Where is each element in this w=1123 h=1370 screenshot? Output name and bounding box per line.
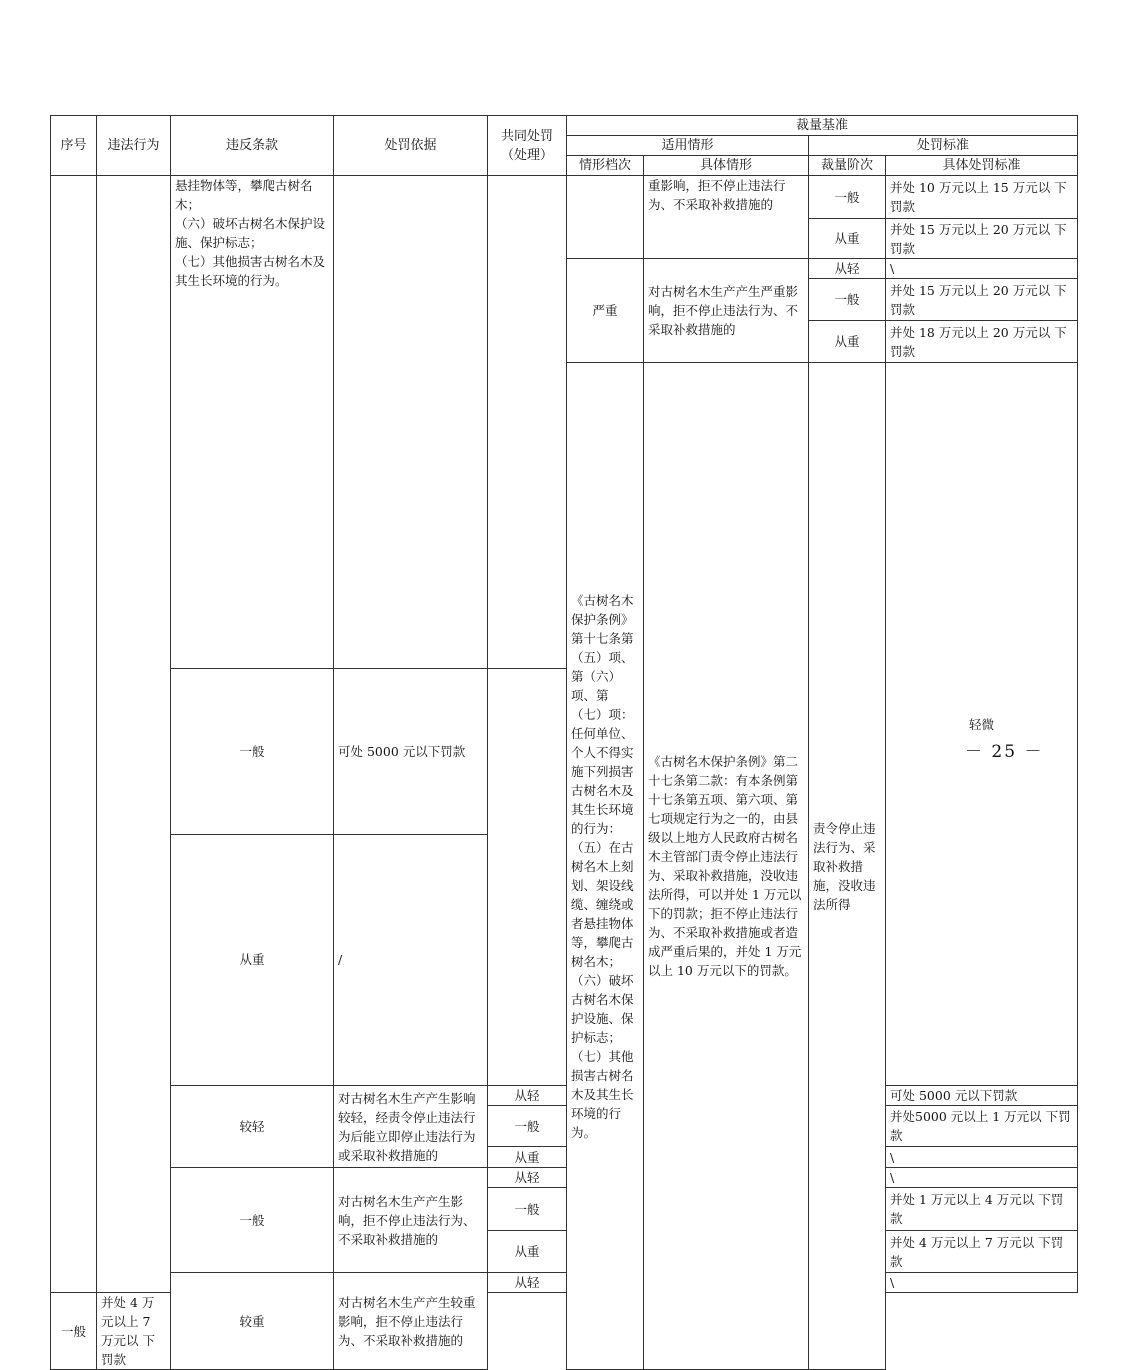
clause-cell: 悬挂物体等，攀爬古树名木； （六）破坏古树名木保护设施、保护标志； （七）其他损害古树名木及其生长环境的行为。: [171, 176, 334, 669]
penalty-cell: 可处 5000 元以下罚款: [886, 1086, 1078, 1106]
tier-cell: 一般: [171, 669, 334, 834]
tier-cell: 从重: [488, 1147, 567, 1168]
tier-cell: 从轻: [488, 1273, 567, 1293]
header-seq: 序号: [51, 116, 97, 176]
penalty-cell: 可处 5000 元以下罚款: [334, 669, 488, 834]
common-cell: [488, 176, 567, 669]
penalty-cell: 并处 18 万元以上 20 万元以 下罚款: [886, 321, 1078, 363]
basis-cell: [334, 176, 488, 669]
header-situation: 具体情形: [644, 156, 809, 176]
page-number: － 25 －: [965, 742, 1044, 762]
header-common-penalty: 共同处罚 （处理）: [488, 116, 567, 176]
tier-cell: 一般: [488, 1106, 567, 1147]
tier-cell: 从重: [809, 321, 886, 363]
penalty-cell: 并处 4 万元以上 7 万元以 下罚款: [886, 1231, 1078, 1273]
header-basis: 处罚依据: [334, 116, 488, 176]
situation-cell: 重影响，拒不停止违法行为、不采取补救措施的: [644, 176, 809, 259]
tier-cell: 从轻: [488, 1086, 567, 1106]
level-cell: 一般: [171, 1168, 334, 1273]
tier-cell: 一般: [488, 1188, 567, 1231]
penalty-cell: 并处 15 万元以上 20 万元以 下罚款: [886, 219, 1078, 259]
tier-cell: 一般: [809, 279, 886, 321]
tier-cell: 从轻: [809, 259, 886, 279]
penalty-cell: \: [886, 1273, 1078, 1293]
tier-cell: 从重: [488, 1231, 567, 1273]
tier-cell: 从轻: [488, 1168, 567, 1188]
penalty-cell: 并处5000 元以上 1 万元以 下罚款: [886, 1106, 1078, 1147]
situation-cell: 对古树名木生产产生严重影响，拒不停止违法行为、不采取补救措施的: [644, 259, 809, 363]
penalty-cell: /: [334, 834, 488, 1085]
penalty-cell: 并处 1 万元以上 4 万元以 下罚款: [886, 1188, 1078, 1231]
penalty-cell: 并处 10 万元以上 15 万元以 下罚款: [886, 176, 1078, 219]
situation-cell: 对古树名木生产产生较重影响，拒不停止违法行为、不采取补救措施的: [334, 1273, 488, 1370]
tier-cell: 从重: [809, 219, 886, 259]
tier-cell: 一般: [51, 1293, 97, 1370]
header-tier: 裁量阶次: [809, 156, 886, 176]
situation-cell: 对古树名木生产产生影响较轻，经责令停止违法行为后能立即停止违法行为或采取补救措施的: [334, 1086, 488, 1168]
penalty-cell: \: [886, 259, 1078, 279]
level-cell: 较重: [171, 1273, 334, 1370]
behavior-cell: [97, 176, 171, 1293]
penalty-cell: 并处 15 万元以上 20 万元以 下罚款: [886, 279, 1078, 321]
header-penalty: 具体处罚标准: [886, 156, 1078, 176]
situation-cell: 对古树名木生产产生影响，拒不停止违法行为、不采取补救措施的: [334, 1168, 488, 1273]
seq-cell: [51, 176, 97, 1293]
level-cell: 严重: [567, 259, 644, 363]
penalty-cell: \: [886, 1147, 1078, 1168]
header-behavior: 违法行为: [97, 116, 171, 176]
header-benchmark: 裁量基准: [567, 116, 1078, 136]
common-cell: 责令停止违法行为、采取补救措施，没收违法所得: [809, 363, 886, 1370]
penalty-cell: 并处 4 万元以上 7 万元以 下罚款: [97, 1293, 171, 1370]
clause-cell: 《古树名木保护条例》第十七条第（五）项、第（六）项、第（七）项：任何单位、个人不得实施下列损害古树名木及其生长环境的行为： （五）在古树名木上刻划、架设线缆、缠绕或者悬挂物体等，攀爬古树名木； （六）破坏古树名木保护设施、保护标志； （七）其他损害古树名木及其生长环境的行为。: [567, 363, 644, 1370]
penalty-cell: \: [886, 1168, 1078, 1188]
penalty-benchmark-table: [50, 115, 1078, 1370]
tier-cell: 一般: [809, 176, 886, 219]
level-cell: [567, 176, 644, 259]
basis-cell: 《古树名木保护条例》第二十七条第二款：有本条例第十七条第五项、第六项、第七项规定行为之一的，由县级以上地方人民政府古树名木主管部门责令停止违法行为、采取补救措施，没收违法所得，可以并处 1 万元以下的罚款；拒不停止违法行为、不采取补救措施或者造成严重后果的，并处 1 万元以上 10 万元以下的罚款。: [644, 363, 809, 1370]
header-applicable: 适用情形: [567, 136, 809, 156]
level-cell: 较轻: [171, 1086, 334, 1168]
header-clause: 违反条款: [171, 116, 334, 176]
header-level: 情形档次: [567, 156, 644, 176]
tier-cell: 从重: [171, 834, 334, 1085]
header-standard: 处罚标准: [809, 136, 1078, 156]
level-cell: 轻微: [886, 363, 1078, 1086]
